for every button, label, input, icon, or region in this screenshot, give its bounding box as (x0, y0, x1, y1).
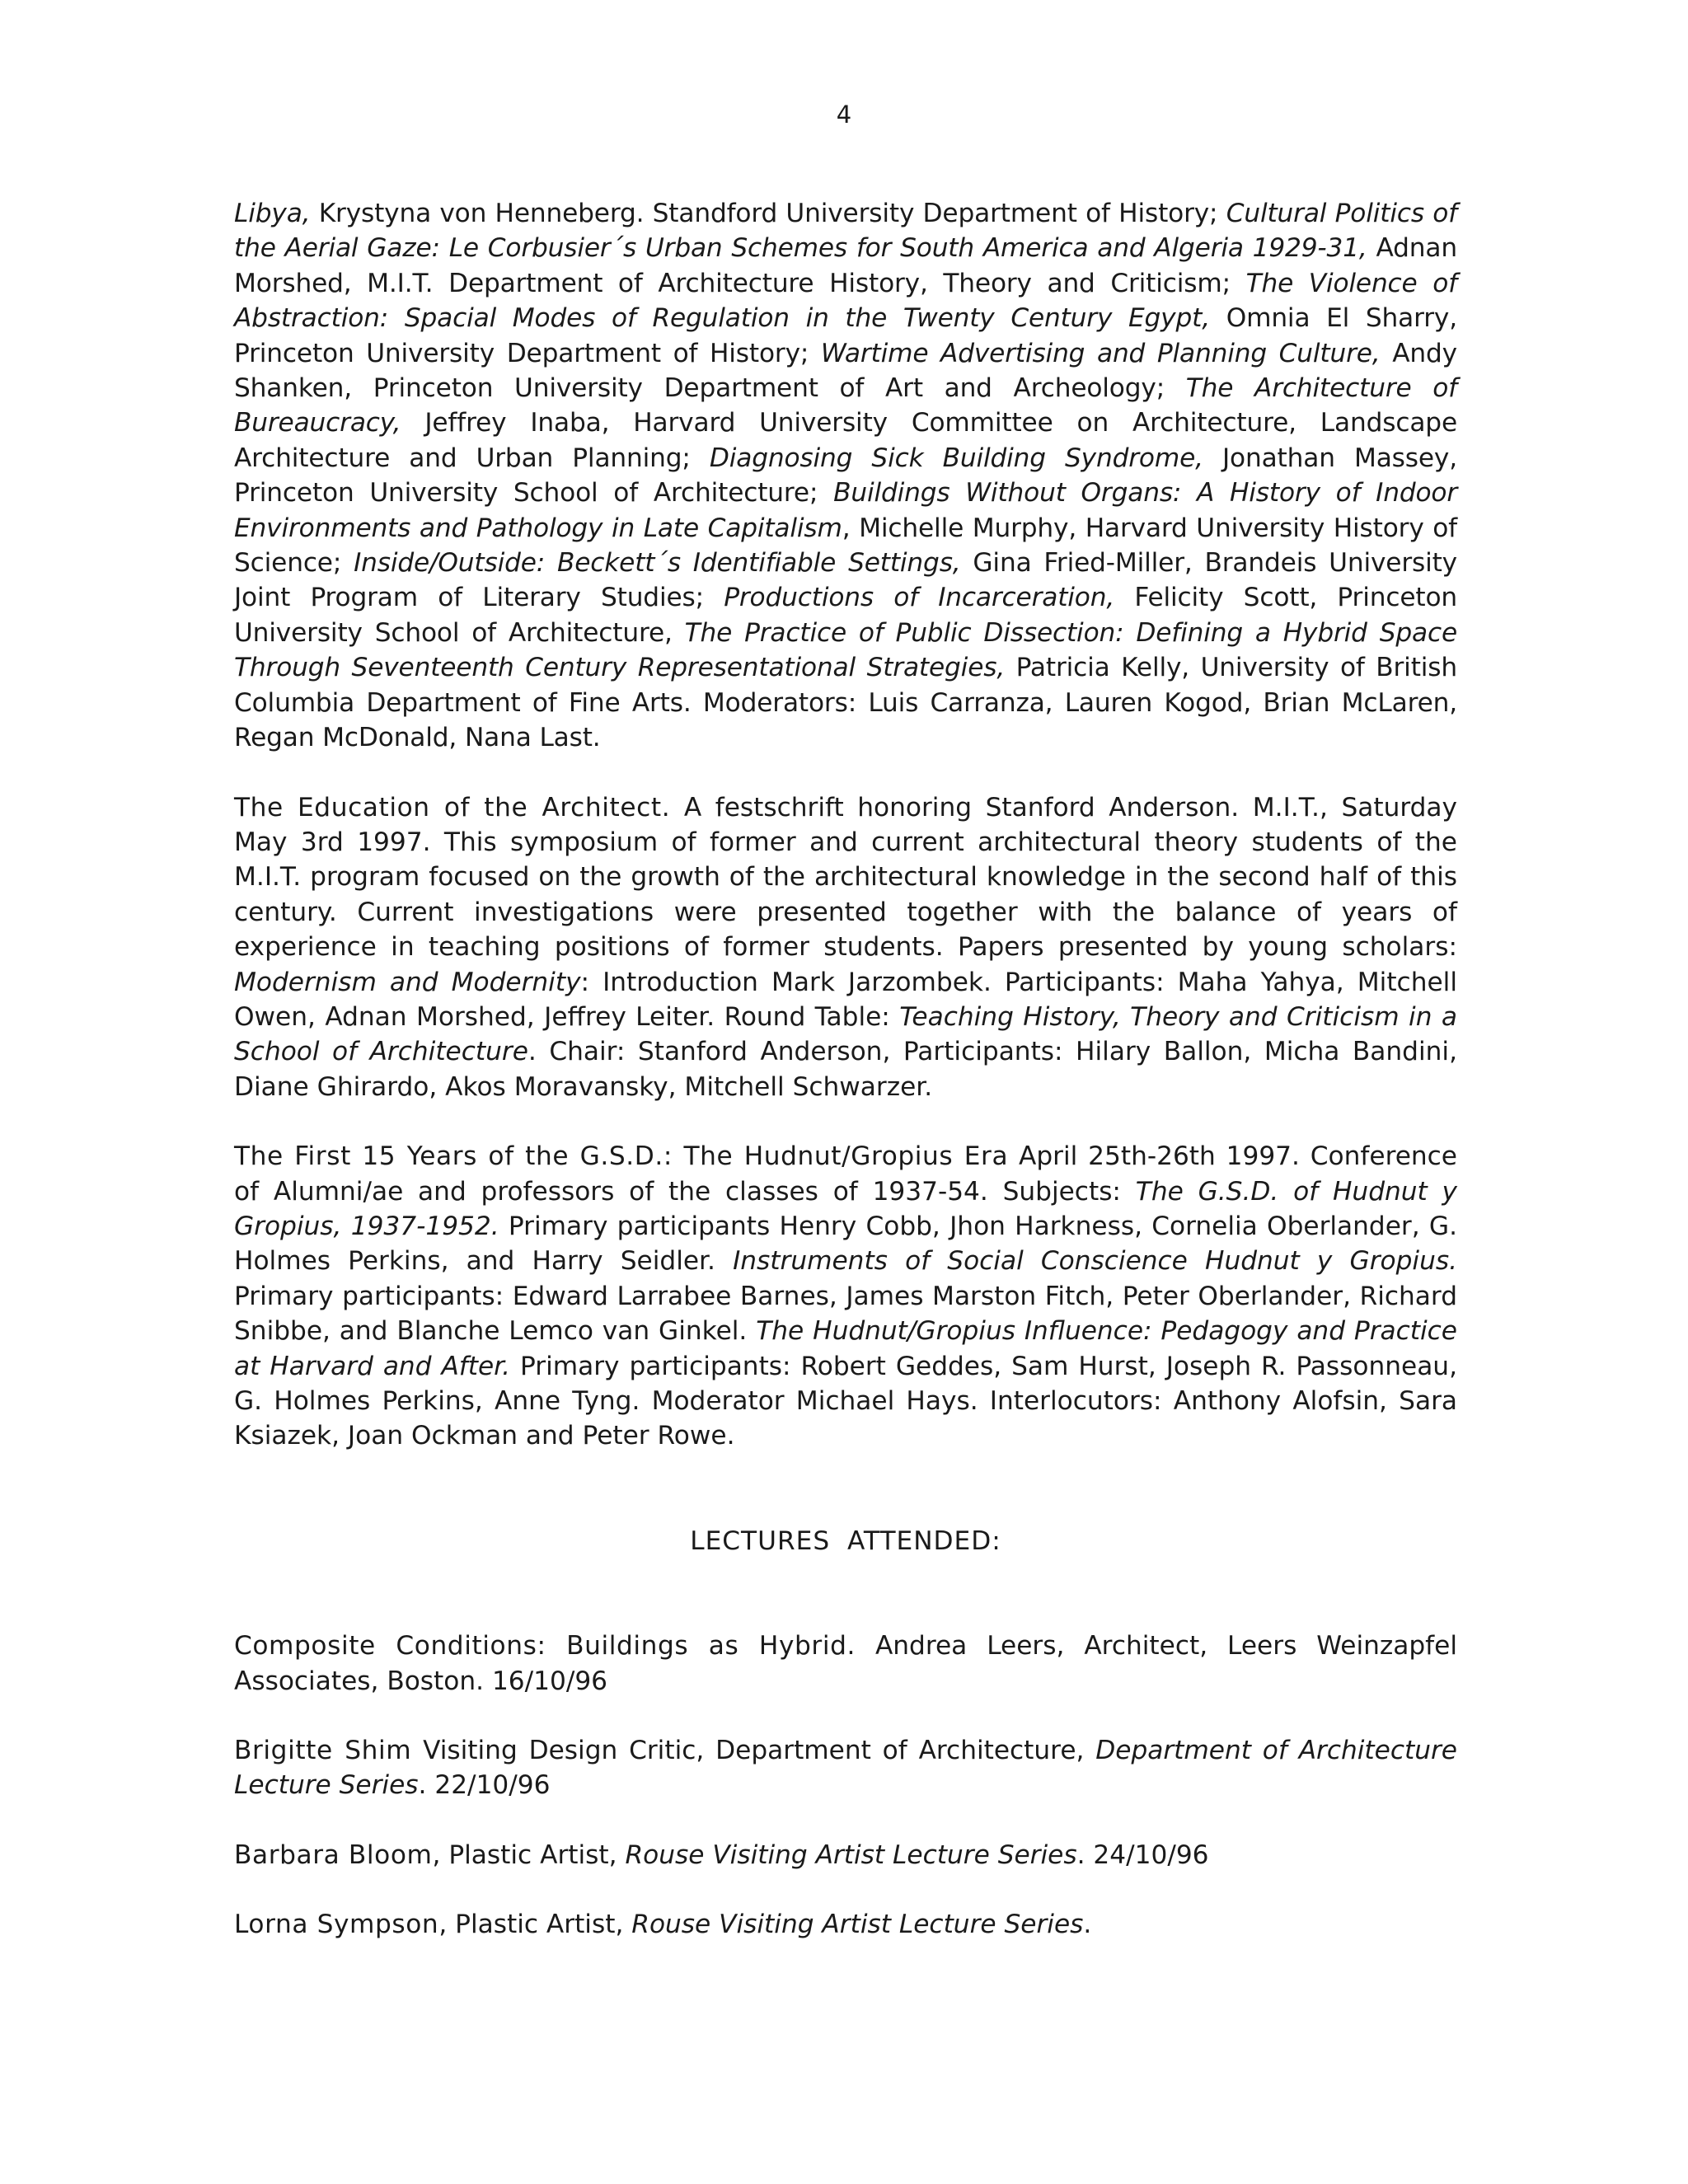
lecture-text: Visiting Design Critic, Department of Architecture, (411, 1736, 1096, 1766)
paper-author: Omnia El Sharry, Princeton University Department of History; (234, 303, 1457, 368)
paper-title: The Violence of Abstraction: Spacial Modes of Regulation in the Twenty Century Egypt, (234, 268, 1457, 334)
paper-title: Productions of Incarceration, (724, 583, 1115, 613)
paper-title: Buildings Without Organs: A History of Indoor Environments and Pathology in Late Capitalism (234, 478, 1457, 543)
event-topic: Modernism and Modernity (234, 967, 581, 997)
event-text: Primary participants: Edward Larrabee Barnes, James Marston Fitch, Peter Oberlander, Richard Snibbe, and Blanche Lemco van Ginkel. (234, 1281, 1457, 1347)
lecture-series: Rouse Visiting Artist Lecture Series (631, 1910, 1084, 1940)
paper-title: Cultural Politics of the Aerial Gaze: Le Corbusier´s Urban Schemes for South America and Algeria 1929-31, (234, 199, 1457, 264)
lecture-text: . 22/10/96 (418, 1770, 551, 1801)
event-text: April 25th-26th 1997. Conference of Alumni/ae and professors of the classes of 1937-54. Subjects: (234, 1141, 1457, 1207)
lecture-title: Brigitte Shim (234, 1736, 412, 1766)
paper-author: Krystyna von Henneberg. Standford University Department of History; (310, 199, 1226, 228)
lecture-title: Lorna Sympson (234, 1910, 439, 1940)
paper-author: Jonathan Massey, Princeton University School of Architecture; (234, 443, 1457, 509)
paper-title: The Practice of Public Dissection: Defining a Hybrid Space Through Seventeenth Century Representational Strategies, (234, 617, 1457, 683)
paper-title: Inside/Outside: Beckett´s Identifiable Settings, (354, 548, 961, 579)
page-number: 4 (836, 101, 852, 129)
event-text: Primary participants: Robert Geddes, Sam Hurst, Joseph R. Passonneau, G. Holmes Perkins, Anne Tyng. Moderator Michael Hays. Interlocutors: Anthony Alofsin, Sara Ksiazek, Joan Ockman and Peter Rowe. (234, 1351, 1457, 1451)
education-architect-paragraph (234, 790, 1457, 1105)
lecture-entry (234, 1629, 1457, 1699)
lecture-title: Barbara Bloom (234, 1840, 433, 1870)
gsd-conference-paragraph (234, 1139, 1457, 1454)
lecture-entry (234, 1733, 1457, 1803)
event-topic: Teaching History, Theory and Criticism in a School of Architecture (234, 1001, 1457, 1067)
paper-author: , Michelle Murphy, Harvard University History of Science; (234, 513, 1457, 579)
event-text: A festschrift honoring Stanford Anderson. M.I.T., Saturday May 3rd 1997. This symposium of former and current architectural theory students of the M.I.T. program focused on the growth of the architectural knowledge in the second half of this century. Current investigations were presented together with the balance of years of experience in teaching positions of former students. Papers presented by young scholars: (234, 792, 1457, 963)
event-text: : Introduction Mark Jarzombek. Participants: Maha Yahya, Mitchell Owen, Adnan Morshed, Jeffrey Leiter. Round Table: (234, 967, 1457, 1032)
document-body (234, 196, 1457, 1943)
event-topic: The G.S.D. of Hudnut y Gropius, 1937-1952. (234, 1176, 1458, 1241)
paper-author: Jeffrey Inaba, Harvard University Committee on Architecture, Landscape Architecture and Urban Planning; (234, 408, 1457, 473)
event-title: The First 15 Years of the G.S.D.: The Hudnut/Gropius Era (234, 1141, 1009, 1172)
event-topic: Instruments of Social Conscience Hudnut y Gropius. (733, 1246, 1457, 1277)
lecture-text: , Plastic Artist, (438, 1910, 632, 1940)
paper-title: Wartime Advertising and Planning Culture, (820, 338, 1381, 368)
symposium-papers-paragraph (234, 196, 1457, 756)
paper-title: The Architecture of Bureaucracy, (234, 373, 1457, 438)
lecture-text: , Plastic Artist, (432, 1840, 626, 1870)
paper-author: Gina Fried-Miller, Brandeis University Joint Program of Literary Studies; (234, 548, 1457, 613)
paper-author: Andy Shanken, Princeton University Department of Art and Archeology; (234, 338, 1457, 404)
section-title: LECTURES ATTENDED: (690, 1526, 1001, 1556)
paper-title: Libya, (234, 199, 311, 228)
lecture-entry (234, 1907, 1457, 1942)
lecture-text: . 24/10/96 (1076, 1840, 1209, 1870)
paper-title: Diagnosing Sick Building Syndrome, (709, 443, 1203, 473)
paper-author: Felicity Scott, Princeton University School of Architecture, (234, 583, 1457, 648)
event-text: Primary participants Henry Cobb, Jhon Harkness, Cornelia Oberlander, G. Holmes Perkins, and Harry Seidler. (234, 1211, 1457, 1277)
event-title: The Education of the Architect. (234, 792, 671, 823)
lecture-entry (234, 1838, 1457, 1872)
paper-author: Adnan Morshed, M.I.T. Department of Architecture History, Theory and Criticism; (234, 233, 1457, 298)
lecture-title: Composite Conditions: Buildings as Hybrid. (234, 1631, 856, 1661)
event-text: . Chair: Stanford Anderson, Participants: Hilary Ballon, Micha Bandini, Diane Ghirardo, Akos Moravansky, Mitchell Schwarzer. (234, 1037, 1457, 1102)
lecture-series: Department of Architecture Lecture Series (234, 1736, 1457, 1801)
event-topic: The Hudnut/Gropius Influence: Pedagogy and Practice at Harvard and After. (234, 1316, 1457, 1381)
paper-author: Patricia Kelly, University of British Columbia Department of Fine Arts. Moderators: Luis Carranza, Lauren Kogod, Brian McLaren, Regan McDonald, Nana Last. (234, 653, 1457, 753)
lecture-text: Andrea Leers, Architect, Leers Weinzapfel Associates, Boston. 16/10/96 (234, 1631, 1457, 1696)
lecture-text: . (1083, 1910, 1092, 1940)
lecture-series: Rouse Visiting Artist Lecture Series (625, 1840, 1077, 1870)
